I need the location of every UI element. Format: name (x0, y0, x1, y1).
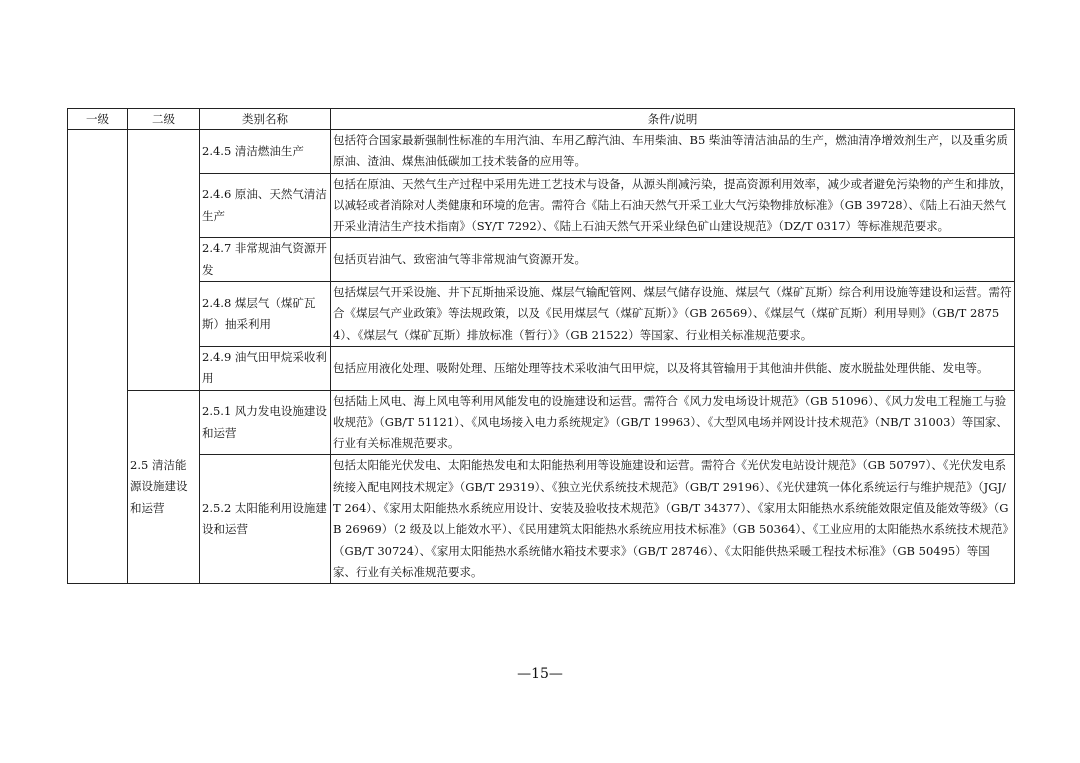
category-description: 包括太阳能光伏发电、太阳能热发电和太阳能热利用等设施建设和运营。需符合《光伏发电站设计规范》（GB 50797）、《光伏发电系统接入配电网技术规定》（GB/T 29319）、《独立光伏系统技术规范》（GB/T 29196）、《光伏建筑一体化系统运行与维护规范》（JGJ/T 264）、《家用太阳能热水系统应用设计、安装及验收技术规范》（GB/T 34377）、《家用太阳能热水系统能效限定值及能效等级》（GB 26969）（2 级及以上能效水平）、《民用建筑太阳能热水系统应用技术标准》（GB 50364）、《工业应用的太阳能热水系统技术规范》（GB/T 30724）、《家用太阳能热水系统储水箱技术要求》（GB/T 28746）、《太阳能供热采暖工程技术标准》（GB 50495）等国家、行业有关标准规范要求。 (331, 455, 1015, 584)
level2-cell-25: 2.5 清洁能源设施建设和运营 (128, 390, 200, 584)
category-description: 包括煤层气开采设施、井下瓦斯抽采设施、煤层气输配管网、煤层气储存设施、煤层气（煤矿瓦斯）综合利用设施等建设和运营。需符合《煤层气产业政策》等法规政策，以及《民用煤层气（煤矿瓦斯）》（GB 26569）、《煤层气（煤矿瓦斯）利用导则》（GB/T 28754）、《煤层气（煤矿瓦斯）排放标准（暂行）》（GB 21522）等国家、行业相关标准规范要求。 (331, 282, 1015, 347)
header-conditions: 条件/说明 (331, 109, 1015, 130)
level2-cell-24 (128, 130, 200, 391)
category-description: 包括在原油、天然气生产过程中采用先进工艺技术与设备，从源头削减污染，提高资源利用效率，减少或者避免污染物的产生和排放，以减轻或者消除对人类健康和环境的危害。需符合《陆上石油天然气开采工业大气污染物排放标准》（GB 39728）、《陆上石油天然气开采业清洁生产技术指南》（SY/T 7292）、《陆上石油天然气开采业绿色矿山建设规范》（DZ/T 0317）等标准规范要求。 (331, 173, 1015, 238)
header-level1: 一级 (68, 109, 128, 130)
category-description: 包括页岩油气、致密油气等非常规油气资源开发。 (331, 238, 1015, 282)
page-number: —15— (517, 666, 563, 682)
table-row (68, 173, 1015, 238)
category-name: 2.4.8 煤层气（煤矿瓦斯）抽采利用 (200, 282, 331, 347)
table-header-row (68, 109, 1015, 130)
table-row (68, 390, 1015, 455)
category-description: 包括应用液化处理、吸附处理、压缩处理等技术采收油气田甲烷，以及将其管输用于其他油井供能、废水脱盐处理供能、发电等。 (331, 346, 1015, 390)
standards-table (67, 108, 1015, 584)
table-row (68, 238, 1015, 282)
category-name: 2.4.5 清洁燃油生产 (200, 130, 331, 174)
level1-cell (68, 130, 128, 584)
category-name: 2.4.6 原油、天然气清洁生产 (200, 173, 331, 238)
category-name: 2.5.1 风力发电设施建设和运营 (200, 390, 331, 455)
table-row (68, 282, 1015, 347)
table-row (68, 130, 1015, 174)
header-category: 类别名称 (200, 109, 331, 130)
category-name: 2.4.9 油气田甲烷采收利用 (200, 346, 331, 390)
category-name: 2.5.2 太阳能利用设施建设和运营 (200, 455, 331, 584)
category-description: 包括符合国家最新强制性标准的车用汽油、车用乙醇汽油、车用柴油、B5 柴油等清洁油品的生产，燃油清净增效剂生产，以及重劣质原油、渣油、煤焦油低碳加工技术装备的应用等。 (331, 130, 1015, 174)
category-name: 2.4.7 非常规油气资源开发 (200, 238, 331, 282)
table-row (68, 346, 1015, 390)
category-description: 包括陆上风电、海上风电等利用风能发电的设施建设和运营。需符合《风力发电场设计规范》（GB 51096）、《风力发电工程施工与验收规范》（GB/T 51121）、《风电场接入电力系统规定》（GB/T 19963）、《大型风电场并网设计技术规范》（NB/T 31003）等国家、行业有关标准规范要求。 (331, 390, 1015, 455)
table-row (68, 455, 1015, 584)
header-level2: 二级 (128, 109, 200, 130)
